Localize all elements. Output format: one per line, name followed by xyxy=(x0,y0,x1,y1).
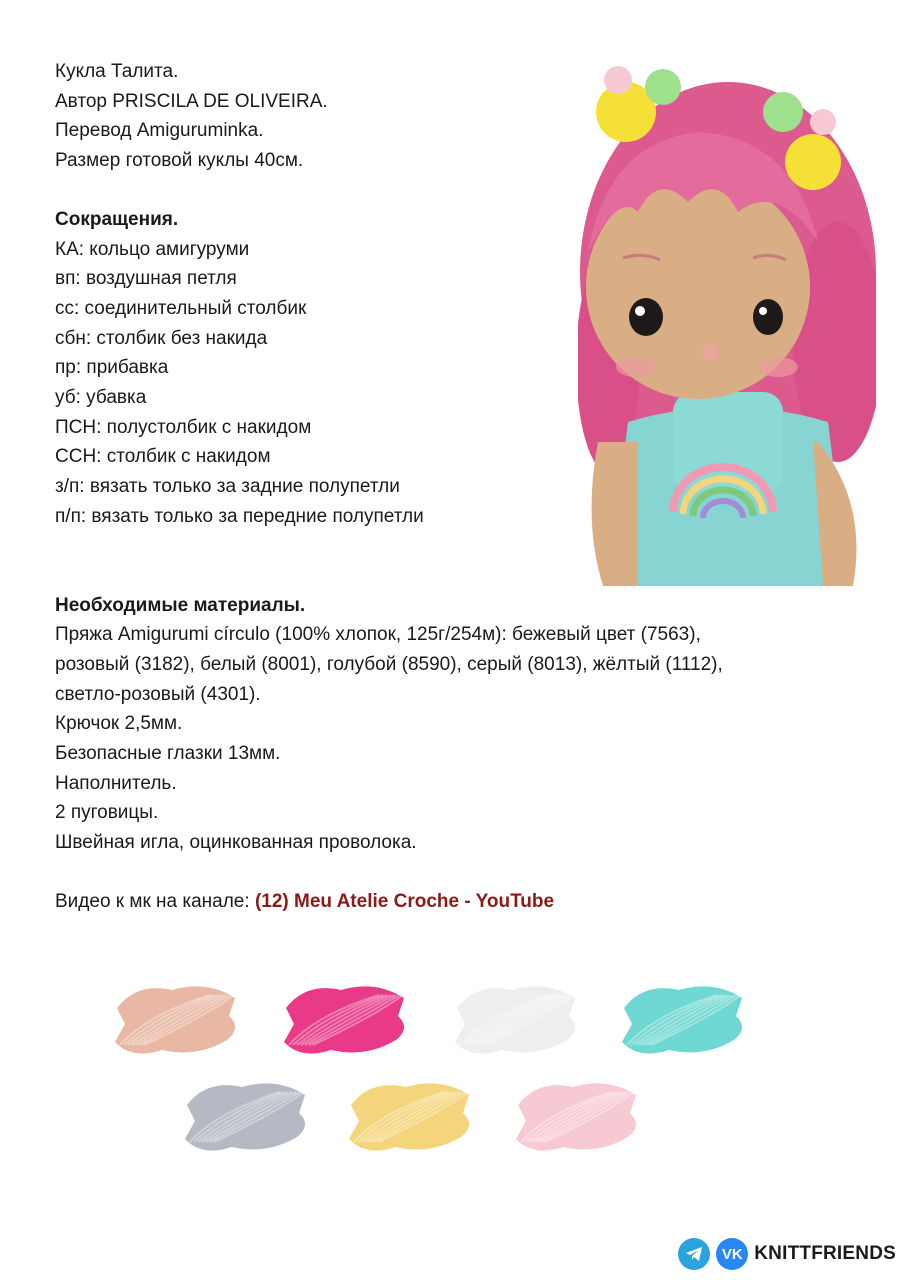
abbreviation-item: вп: воздушная петля xyxy=(55,268,237,289)
abbreviation-item: пр: прибавка xyxy=(55,357,169,378)
abbreviation-item: п/п: вязать только за передние полупетли xyxy=(55,506,424,527)
swatch-white xyxy=(455,986,575,1053)
materials-line: розовый (3182), белый (8001), голубой (8590), серый (8013), жёлтый (1112), xyxy=(55,654,723,675)
abbreviation-item: сбн: столбик без накида xyxy=(55,328,268,349)
video-line xyxy=(55,891,554,913)
doll-photo xyxy=(578,62,876,586)
materials-line: Пряжа Amigurumi círculo (100% хлопок, 125г/254м): бежевый цвет (7563), xyxy=(55,624,701,645)
materials-line: 2 пуговицы. xyxy=(55,802,159,823)
yarn-swatches xyxy=(0,975,904,1175)
abbreviation-item: сс: соединительный столбик xyxy=(55,298,307,319)
vk-icon[interactable]: VK xyxy=(716,1238,748,1270)
telegram-icon[interactable] xyxy=(678,1238,710,1270)
swatch-blue xyxy=(622,986,742,1053)
materials-heading: Необходимые материалы. xyxy=(55,595,306,616)
swatch-yellow xyxy=(349,1083,469,1150)
materials-line: Крючок 2,5мм. xyxy=(55,713,183,734)
brand-name: KNITTFRIENDS xyxy=(754,1243,896,1264)
translation-line: Перевод Amiguruminka. xyxy=(55,120,264,141)
swatch-beige xyxy=(115,986,235,1053)
abbreviation-item: ССН: столбик с накидом xyxy=(55,446,271,467)
footer-branding xyxy=(678,1236,896,1272)
abbreviations-heading: Сокращения. xyxy=(55,209,179,230)
materials-line: Швейная игла, оцинкованная проволока. xyxy=(55,832,417,853)
swatch-pink xyxy=(284,986,404,1053)
abbreviation-item: уб: убавка xyxy=(55,387,147,408)
swatch-gray xyxy=(185,1083,305,1150)
materials-line: Безопасные глазки 13мм. xyxy=(55,743,281,764)
abbreviation-item: КА: кольцо амигуруми xyxy=(55,239,250,260)
video-prefix: Видео к мк на канале: xyxy=(55,891,255,912)
swatch-light-pink xyxy=(516,1083,636,1150)
materials-line: светло-розовый (4301). xyxy=(55,684,261,705)
materials-line: Наполнитель. xyxy=(55,773,177,794)
youtube-channel-link[interactable]: (12) Meu Atelie Croche - YouTube xyxy=(254,891,555,912)
doll-title: Кукла Талита. xyxy=(55,61,179,82)
size-line: Размер готовой куклы 40см. xyxy=(55,150,304,171)
abbreviation-item: ПСН: полустолбик с накидом xyxy=(55,417,312,438)
author-line: Автор PRISCILA DE OLIVEIRA. xyxy=(55,91,328,112)
abbreviation-item: з/п: вязать только за задние полупетли xyxy=(55,476,400,497)
